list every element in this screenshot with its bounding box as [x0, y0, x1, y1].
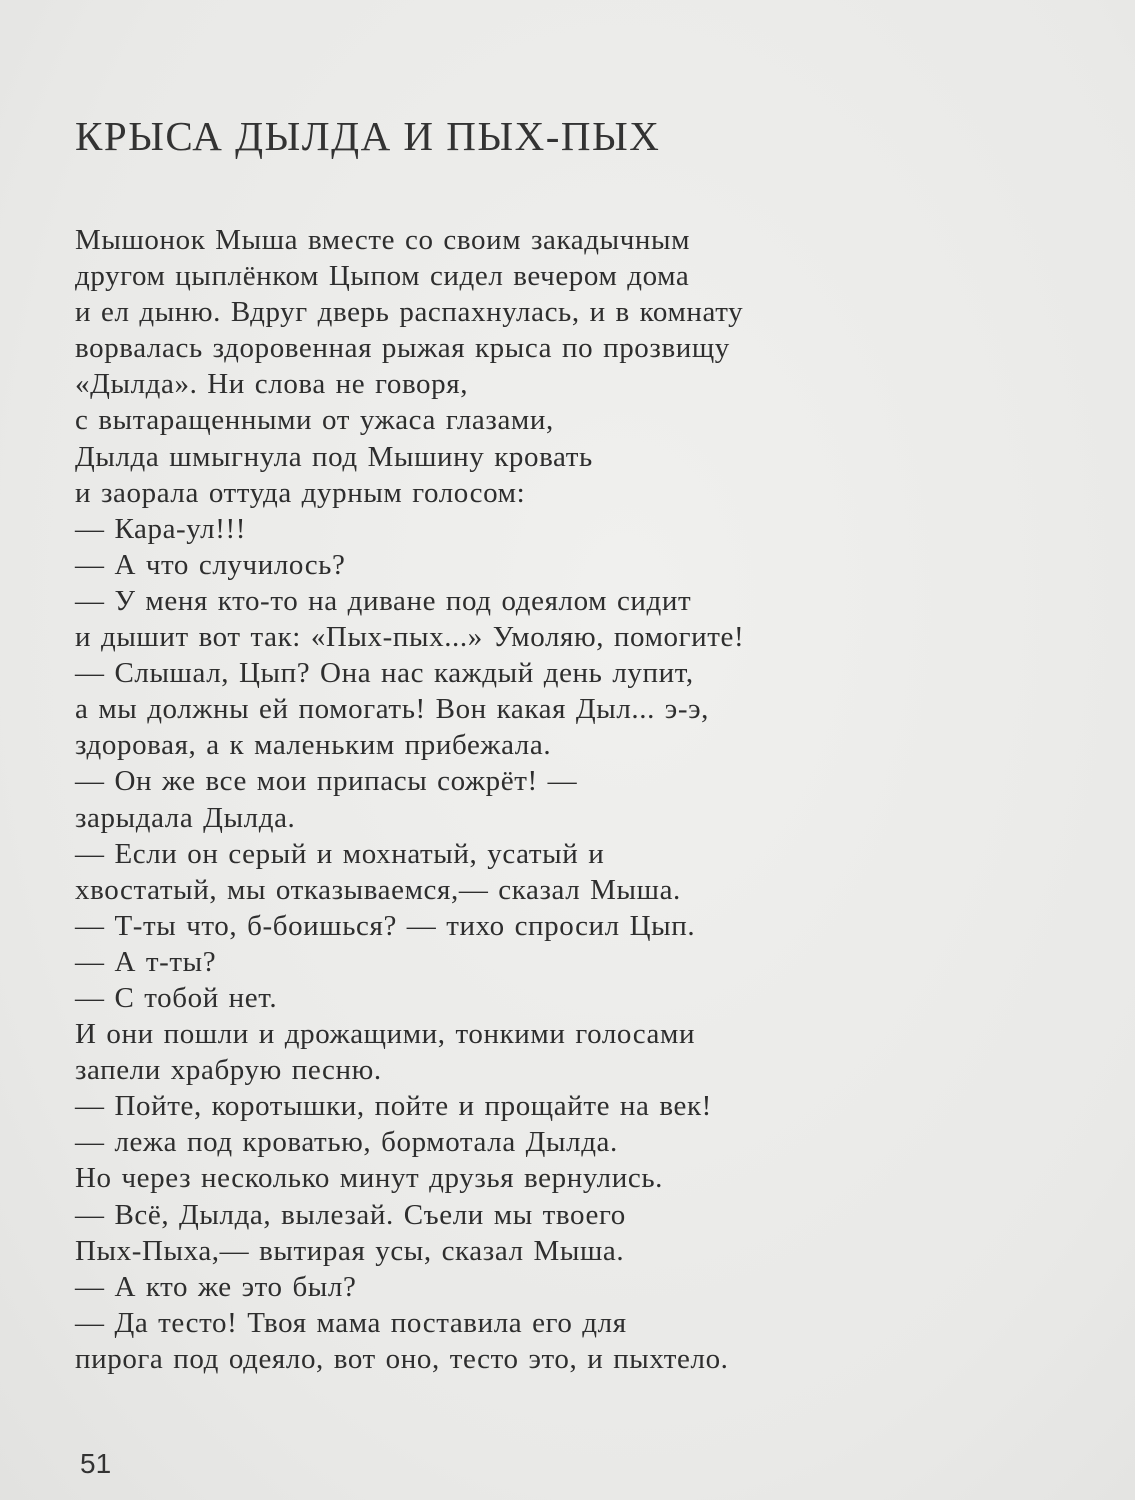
text-line: и ел дыню. Вдруг дверь распахнулась, и в комнату	[75, 296, 744, 329]
text-line: хвостатый, мы отказываемся,— сказал Мыша.	[75, 873, 681, 906]
text-line: — А кто же это был?	[75, 1270, 357, 1303]
text-line: Мышонок Мыша вместе со своим закадычным	[75, 224, 691, 256]
text-line: — А т-ты?	[75, 945, 217, 978]
text-line: — Если он серый и мохнатый, усатый и	[75, 837, 605, 870]
text-line: — А что случилось?	[75, 548, 346, 581]
text-line: другом цыплёнком Цыпом сидел вечером дома	[75, 260, 690, 293]
text-line: и заорала оттуда дурным голосом:	[75, 476, 526, 509]
text-line: и дышит вот так: «Пых-пых...» Умоляю, помогите!	[75, 621, 745, 654]
text-line: «Дылда». Ни слова не говоря,	[75, 368, 469, 401]
text-line: — У меня кто-то на диване под одеялом сидит	[75, 584, 692, 617]
text-line: а мы должны ей помогать! Вон какая Дыл... э-э,	[75, 693, 710, 726]
text-line: Но через несколько минут друзья вернулись.	[75, 1162, 663, 1195]
text-line: — Пойте, коротышки, пойте и прощайте на век!	[75, 1090, 712, 1123]
text-line: Пых-Пыха,— вытирая усы, сказал Мыша.	[75, 1234, 625, 1267]
text-line: Дылда шмыгнула под Мышину кровать	[75, 440, 593, 473]
story-text	[75, 222, 955, 1377]
text-line: — Слышал, Цып? Она нас каждый день лупит,	[75, 657, 694, 690]
text-line: — Всё, Дылда, вылезай. Съели мы твоего	[75, 1198, 626, 1231]
text-line: — лежа под кроватью, бормотала Дылда.	[75, 1126, 618, 1159]
text-line: здоровая, а к маленьким прибежала.	[75, 729, 552, 762]
text-line: — Т-ты что, б-боишься? — тихо спросил Цып.	[75, 909, 696, 942]
text-line: запели храбрую песню.	[75, 1054, 382, 1087]
text-line: пирога под одеяло, вот оно, тесто это, и пыхтело.	[75, 1342, 729, 1375]
page-number: 51	[80, 1448, 112, 1479]
text-line: ворвалась здоровенная рыжая крыса по прозвищу	[75, 332, 730, 365]
text-line: — Он же все мои припасы сожрёт! —	[75, 765, 578, 798]
text-line: — Кара-ул!!!	[75, 512, 246, 545]
text-line: — Да тесто! Твоя мама поставила его для	[75, 1306, 627, 1339]
story-title: КРЫСА ДЫЛДА И ПЫХ-ПЫХ	[75, 113, 661, 159]
text-line: И они пошли и дрожащими, тонкими голосами	[75, 1018, 696, 1051]
text-line: зарыдала Дылда.	[75, 801, 296, 834]
text-line: — С тобой нет.	[75, 981, 278, 1014]
text-line: с вытаращенными от ужаса глазами,	[75, 404, 554, 437]
